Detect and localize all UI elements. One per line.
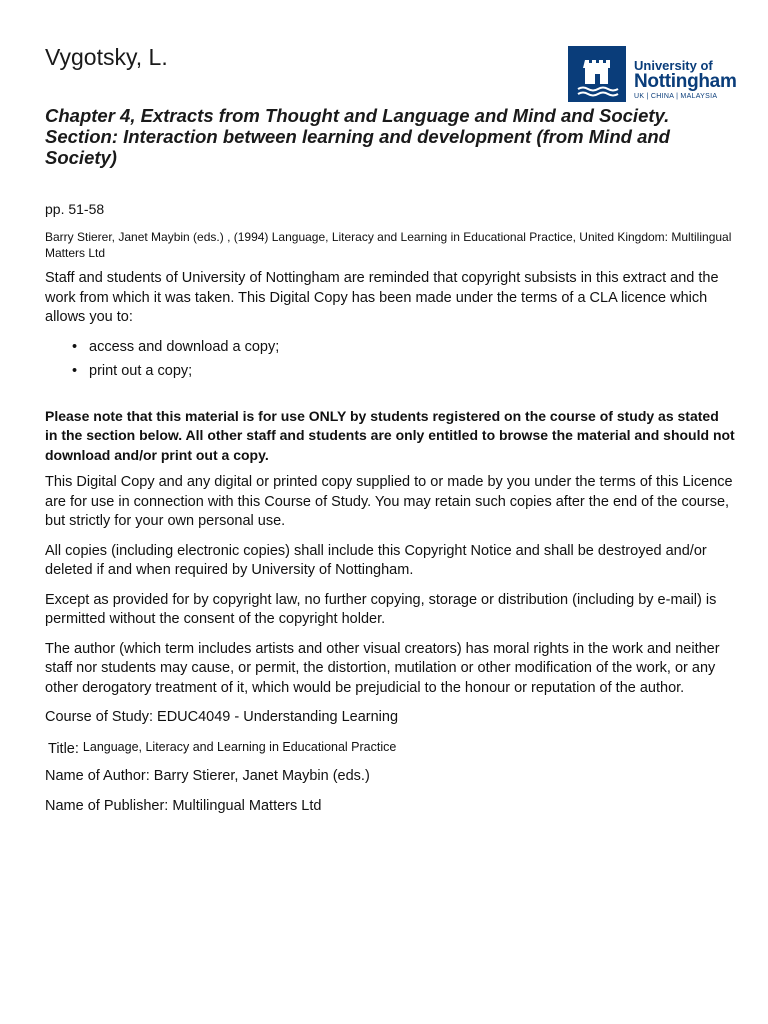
publisher-name: Name of Publisher: Multilingual Matters Ltd	[45, 797, 322, 814]
paragraph-all-copies: All copies (including electronic copies) shall include this Copyright Notice and shall be destroyed and/or deleted if and when required by University of Nottingham.	[45, 542, 707, 578]
course-of-study: Course of Study: EDUC4049 - Understanding Learning	[45, 709, 399, 725]
university-logo	[568, 46, 737, 102]
list-item: • print out a copy;	[72, 363, 193, 379]
usage-notice: Please note that this material is for use ONLY by students registered on the course of study as stated in the section below. All other staff and students are only entitled to browse the material and should not download and/or print out a copy.	[45, 407, 735, 463]
paragraph-digital-copy: This Digital Copy and any digital or printed copy supplied to or made by you under the terms of this Licence are for use in connection with this Course of Study. You may retain such copies after the end of the course, but strictly for your own personal use.	[45, 474, 733, 529]
logo-line-1: University of	[634, 58, 713, 73]
logo-line-2: Nottingham	[634, 71, 737, 92]
author-names: Name of Author: Barry Stierer, Janet Maybin (eds.)	[45, 768, 370, 784]
work-title: Title: Language, Literacy and Learning in Educational Practice	[48, 739, 397, 757]
logo-line-3: UK | CHINA | MALAYSIA	[634, 93, 718, 100]
allowed-list	[45, 338, 735, 382]
paragraph-copyright-law: Except as provided for by copyright law, no further copying, storage or distribution (including by e-mail) is permitted without the consent of the copyright holder.	[45, 591, 717, 627]
intro-paragraph: Staff and students of University of Nottingham are reminded that copyright subsists in this extract and the work from which it was taken. This Digital Copy has been made under the terms of a CLA licence which allows you to:	[45, 270, 719, 325]
list-item: • access and download a copy;	[72, 338, 280, 355]
citation: Barry Stierer, Janet Maybin (eds.) , (1994) Language, Literacy and Learning in Educational Practice, United Kingdom: Multilingual Matters Ltd	[45, 230, 732, 260]
castle-crest-icon	[568, 46, 626, 102]
author-name: Vygotsky, L.	[45, 44, 168, 70]
chapter-title: Chapter 4, Extracts from Thought and Language and Mind and Society. Section: Interaction between learning and development (from Mind and Society)	[45, 105, 670, 168]
copyright-notice	[45, 269, 735, 826]
paragraph-moral-rights: The author (which term includes artists and other visual creators) has moral rights in the work and neither staff nor students may cause, or permit, the distortion, mutilation or other modification of the work, or any other derogatory treatment of it, which would be prejudicial to the honour or reputation of the author.	[45, 640, 720, 696]
page-range: pp. 51-58	[45, 201, 105, 217]
